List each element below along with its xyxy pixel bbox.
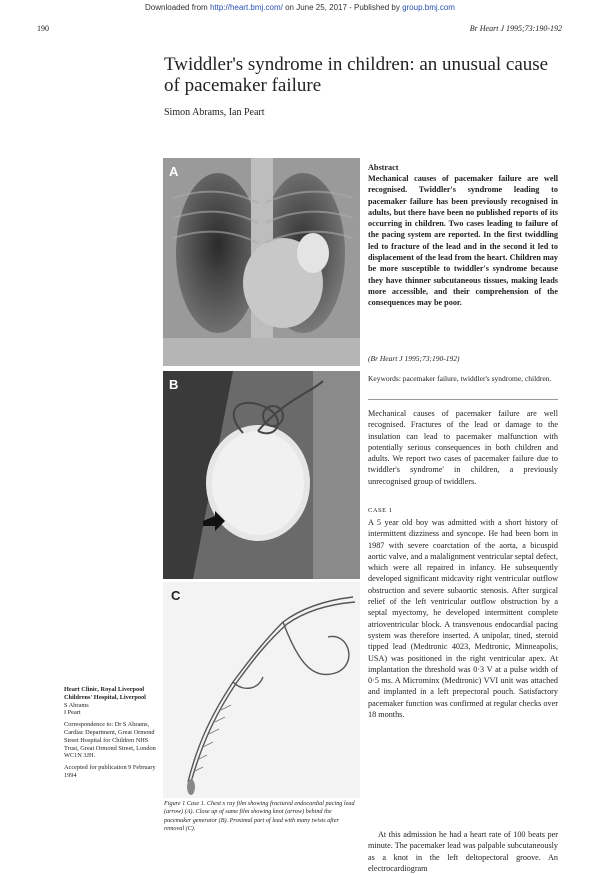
affiliation-author-1: S Abrams xyxy=(64,701,89,709)
panel-label-c: C xyxy=(171,588,181,603)
download-prefix: Downloaded from xyxy=(145,3,210,12)
affiliation-block xyxy=(64,686,156,780)
figure-caption: Figure 1 Case 1. Chest x ray film showing fractured endocardial pacing lead (arrow) (A). Close up of same film showing knot (arrow) behind the pacemaker generator (B). Proximal part of lead with many twists after removal (C). xyxy=(164,800,355,832)
panel-label-b: B xyxy=(169,377,179,392)
page-number: 190 xyxy=(37,24,49,33)
generator-closeup-image xyxy=(163,371,360,579)
panel-label-a: A xyxy=(169,164,179,179)
abstract-citation: (Br Heart J 1995;73:190-192) xyxy=(368,354,460,363)
article-authors: Simon Abrams, Ian Peart xyxy=(164,107,265,118)
xray-panel-b xyxy=(163,371,360,579)
section-divider xyxy=(368,399,558,400)
accepted-date: Accepted for publication 9 February 1994 xyxy=(64,764,156,779)
affiliation-author-2: I Peart xyxy=(64,709,81,717)
download-site-link[interactable]: http://heart.bmj.com/ xyxy=(209,3,283,12)
journal-reference: Br Heart J 1995;73:190-192 xyxy=(469,24,562,33)
xray-panel-a xyxy=(163,158,360,366)
keywords: Keywords: pacemaker failure, twiddler's syndrome, children. xyxy=(368,374,552,383)
abstract-heading: Abstract xyxy=(368,163,399,172)
case-1-paragraph-2: At this admission he had a heart rate of 100 beats per minute. The pacemaker lead was palpable subcutaneously as a knot in the left deltopectoral groove. An electrocardiogram xyxy=(368,830,558,873)
download-middle: on June 25, 2017 - Published by xyxy=(282,3,403,12)
case-1-heading: CASE 1 xyxy=(368,507,393,514)
article-title: Twiddler's syndrome in children: an unusual cause of pacemaker failure xyxy=(164,54,549,96)
abstract-text: Mechanical causes of pacemaker failure are well recognised. Twiddler's syndrome leading to pacemaker failure has been previously recognised in adults, but there have been no published reports of its occurring in children. Two cases leading to failure of the pacing system are reported. In the first twiddling led to fracture of the lead and in the second it led to displacement of the lead from the heart. Children may be more susceptible to twiddler's syndrome because they have thinner subcutaneous tissues, making leads more accessible, and their comprehension of the consequences may be poor. xyxy=(368,174,558,308)
publisher-link[interactable]: group.bmj.com xyxy=(402,3,455,12)
intro-paragraph: Mechanical causes of pacemaker failure are well recognised. Fractures of the lead or damage to the insulation can lead to pacemaker malfunction with potentially serious consequences in both children and adults. We report two cases of pacemaker failure due to twiddler's syndrome' in children, a previously unrecognised group of twiddlers. xyxy=(368,409,558,486)
affiliation-institution: Heart Clinic, Royal Liverpool Childrens' Hospital, Liverpool xyxy=(64,686,146,701)
lead-photo-panel-c xyxy=(163,582,360,798)
case-1-paragraph: A 5 year old boy was admitted with a short history of intermittent dizziness and syncope. He had been born in 1987 with severe coarctation of the aorta, a bicuspid aortic valve, and a malalignment ventricular septal defect, which were all repaired in infancy. He subsequently developed significant midcavity right ventricular outflow obstruction and severe subaortic stenosis. After surgical relief of the left ventricular outflow obstruction by a septal myectomy, he developed intermittent complete atrioventricular block. A transvenous endocardial pacing system was therefore inserted. A unipolar, tined, steroid tipped lead (Medtronic 4023, Medtronic, Minneapolis, USA) was positioned in the right ventricular apex. At implantation the threshold was 0·3 V at a pulse width of 0·5 ms. A Microminx (Medtronic) VVI unit was attached and implanted in a left prepectoral pouch. Satisfactory pacemaker function was confirmed at regular checks over 18 months. xyxy=(368,518,558,720)
download-notice xyxy=(0,3,600,12)
removed-lead-image xyxy=(163,582,360,798)
chest-xray-image xyxy=(163,158,360,366)
correspondence-address: Correspondence to: Dr S Abrams, Cardiac Department, Great Ormond Street Hospital for Children NHS Trust, Great Ormond Street, London WC1N 3JH. xyxy=(64,721,156,760)
